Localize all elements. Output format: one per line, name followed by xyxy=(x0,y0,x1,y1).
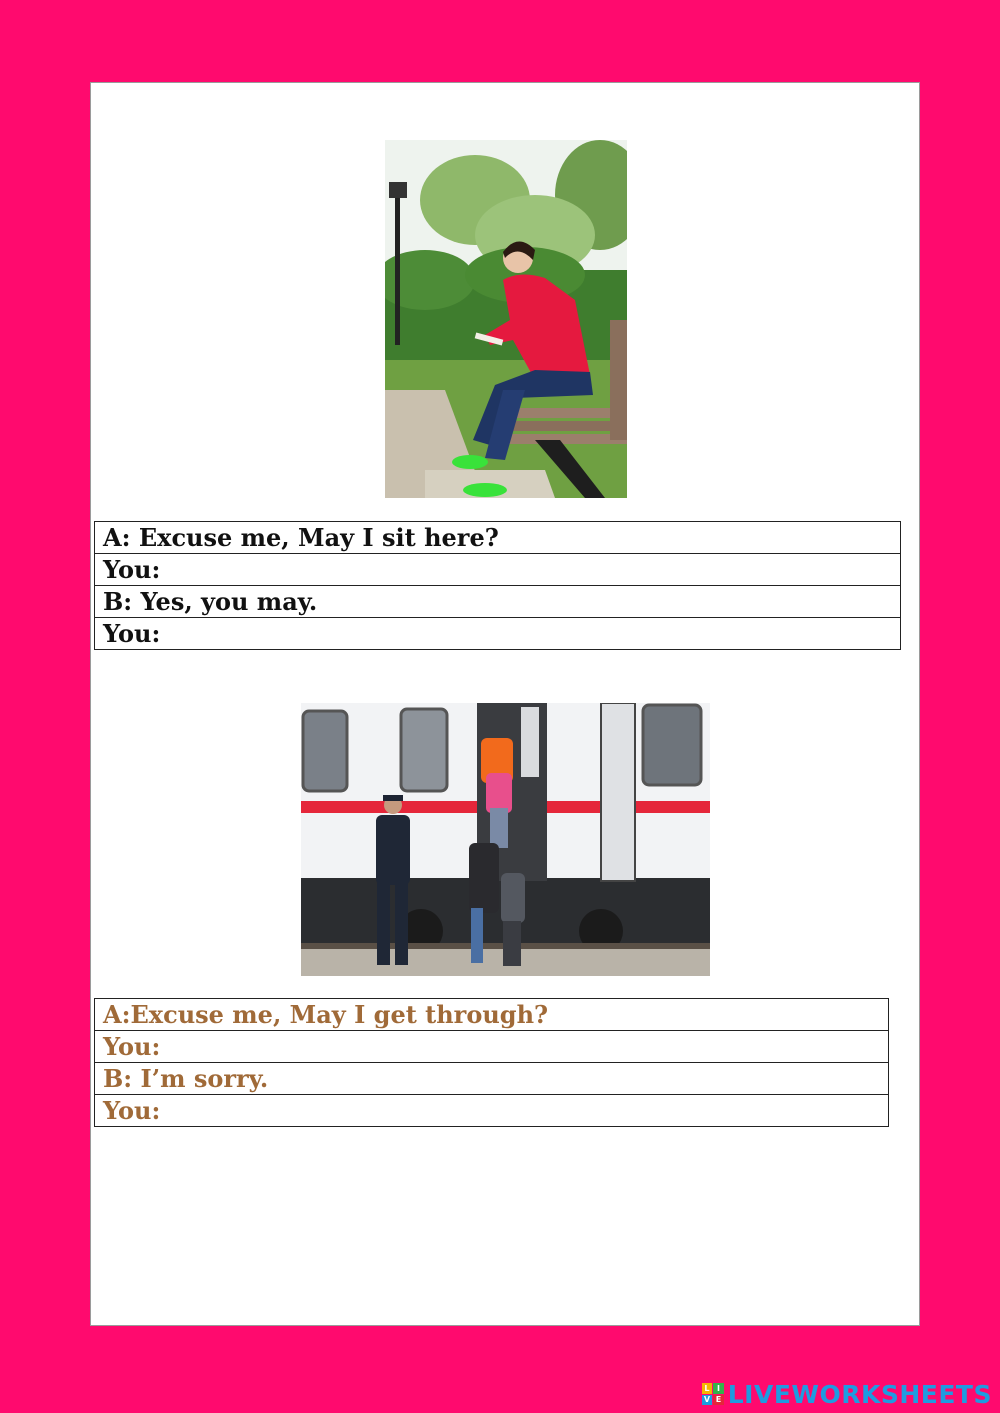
dialog-row: A: Excuse me, May I sit here? xyxy=(94,521,901,554)
dialog-row: You: xyxy=(94,618,901,650)
dialog-row: You: xyxy=(94,1031,889,1063)
woman-on-bench-photo xyxy=(385,140,627,498)
dialog-row: B: Yes, you may. xyxy=(94,586,901,618)
liveworksheets-brand[interactable] xyxy=(702,1379,992,1409)
dialog-row: You: xyxy=(94,554,901,586)
dialog-table-2 xyxy=(94,998,889,1127)
dialog-table-1 xyxy=(94,521,901,650)
brand-name: LIVEWORKSHEETS xyxy=(727,1379,992,1409)
train-passengers-photo xyxy=(301,703,710,976)
dialog-row: A:Excuse me, May I get through? xyxy=(94,998,889,1031)
liveworksheets-logo-icon: L I V E xyxy=(702,1383,724,1405)
dialog-row: B: I’m sorry. xyxy=(94,1063,889,1095)
dialog-row: You: xyxy=(94,1095,889,1127)
